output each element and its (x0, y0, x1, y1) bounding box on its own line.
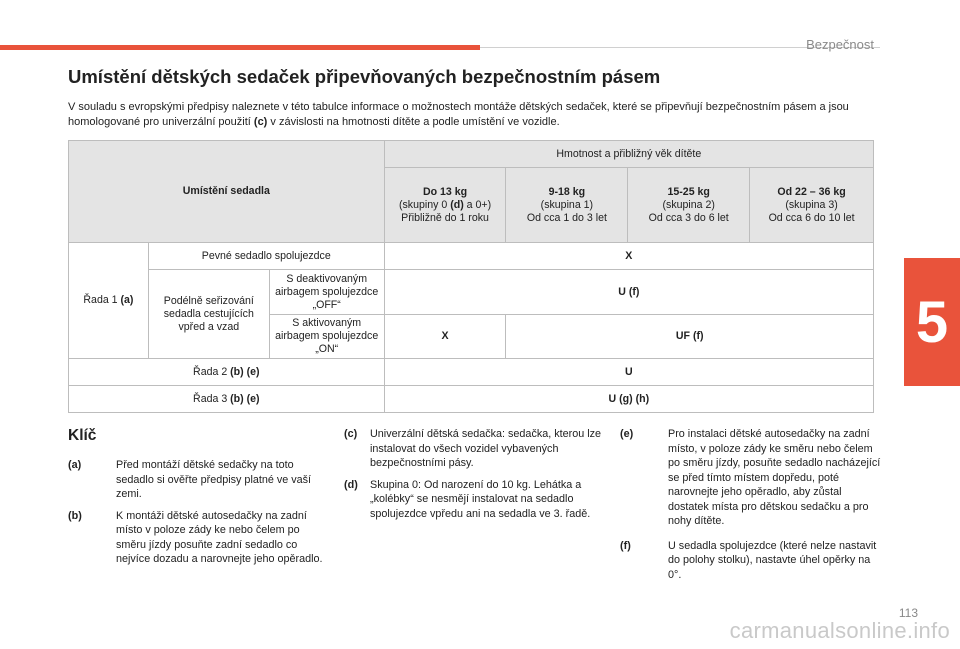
page-number: 113 (898, 606, 918, 620)
group-header-1: 9-18 kg (skupina 1) Od cca 1 do 3 let (506, 168, 628, 243)
key-item: (b) K montáži dětské autosedačky na zadní místo v poloze zády ke nebo čelem po směru jízdy posuňte zadní sedadlo co nejvíce dozadu a narovnejte jeho opěradlo. (68, 509, 323, 565)
adjustable-seat-label: Podélně seřizování sedadla cestujících vpřed a vzad (148, 270, 269, 359)
key-title: Klíč (68, 427, 97, 444)
row-2-label: Řada 2 (b) (e) (69, 359, 385, 386)
intro-text-before: V souladu s evropskými předpisy naleznete v této tabulce informace o možnostech montáže dětských sedaček, které se připevňují bezpečnostním pásem a jsou homologované pro univerzální použití (68, 101, 849, 128)
key-item: (f) U sedadla spolujezdce (které nelze nastavit do polohy stolku), nastavte úhel opěrky na 0°. (620, 539, 877, 581)
chapter-tab: 5 (904, 258, 960, 386)
row-3-value: U (g) (h) (384, 386, 873, 413)
key-item: (c) Univerzální dětská sedačka: sedačka, kterou lze instalovat do všech vozidel vybavených bezpečnostními pásy. (344, 428, 602, 469)
fixed-seat-value: X (384, 243, 873, 270)
key-column-2 (344, 427, 604, 528)
fixed-seat-label: Pevné sedadlo spolujezdce (148, 243, 384, 270)
section-title: Bezpečnost (806, 37, 874, 52)
key-column-3 (620, 427, 882, 589)
airbag-off-value: U (f) (384, 270, 873, 315)
intro-ref: (c) (253, 116, 268, 128)
row-1-label: Řada 1 (a) (69, 243, 149, 359)
row-2-value: U (384, 359, 873, 386)
row-3-label: Řada 3 (b) (e) (69, 386, 385, 413)
airbag-on-value-group0: X (384, 315, 506, 359)
intro-text-after: v závislosti na hmotnosti dítěte a podle umístění ve vozidle. (267, 116, 560, 128)
header-accent-bar (0, 45, 480, 50)
page-title: Umístění dětských sedaček připevňovaných bezpečnostním pásem (68, 66, 661, 87)
airbag-off-label: S deaktivovaným airbagem spolujezdce „OFF“ (269, 270, 384, 315)
seat-position-header: Umístění sedadla (69, 141, 385, 243)
group-header-3: Od 22 – 36 kg (skupina 3) Od cca 6 do 10 let (750, 168, 874, 243)
group-header-2: 15-25 kg (skupina 2) Od cca 3 do 6 let (628, 168, 750, 243)
key-column-1 (68, 458, 324, 574)
airbag-on-label: S aktivovaným airbagem spolujezdce „ON“ (269, 315, 384, 359)
group-header-0: Do 13 kg (skupiny 0 (d) a 0+) Přibližně do 1 roku (384, 168, 506, 243)
key-item: (e) Pro instalaci dětské autosedačky na zadní místo, v poloze zády ke směru nebo čelem po směru jízdy, posuňte sedadlo nacházející se před tímto místem dopředu, poté narovnejte jeho opěradlo, aby zůstal dostatek místa pro dětskou sedačku a pro nohy dítěte. (620, 428, 881, 527)
key-item: (d) Skupina 0: Od narození do 10 kg. Lehátka a „kolébky“ se nesmějí instalovat na sedadlo spolujezdce vpředu ani na sedadla ve 3. řadě. (344, 478, 591, 520)
child-seat-table (68, 140, 874, 413)
airbag-on-value-other: UF (f) (506, 315, 874, 359)
weight-age-header: Hmotnost a přibližný věk dítěte (384, 141, 873, 168)
watermark-text: carmanualsonline.info (729, 618, 950, 643)
key-item: (a) Před montáží dětské sedačky na toto sedadlo si ověřte předpisy platné ve vaší zemi. (68, 459, 312, 500)
intro-paragraph (68, 100, 888, 130)
